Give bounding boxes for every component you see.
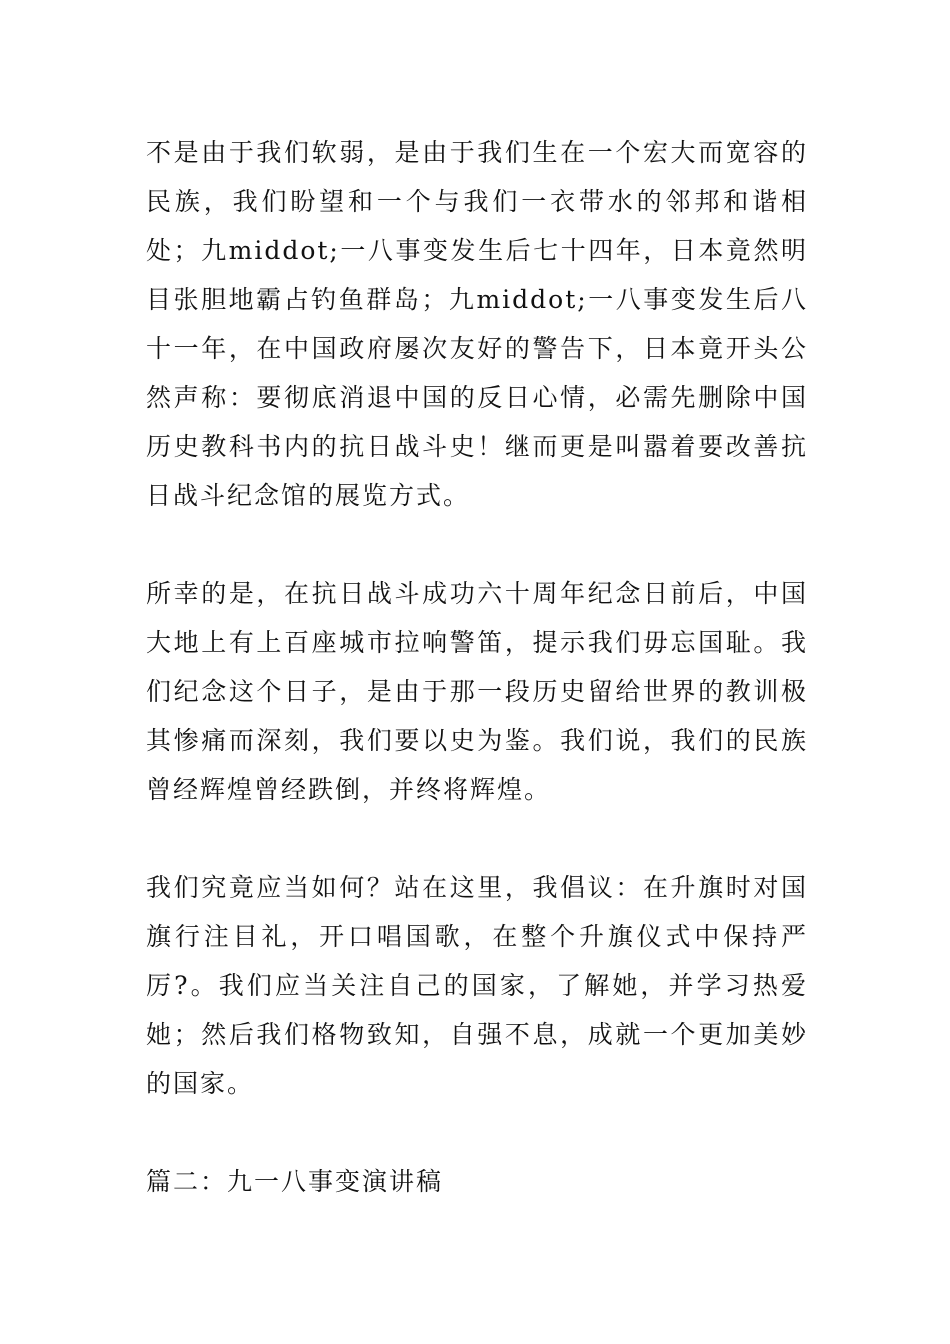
section-heading: 篇二：九一八事变演讲稿 (146, 1167, 444, 1196)
paragraph-2: 所幸的是，在抗日战斗成功六十周年纪念日前后，中国大地上有上百座城市拉响警笛，提示我们毋忘国耻。我们纪念这个日子，是由于那一段历史留给世界的教训极其惨痛而深刻，我们要以史为鉴。我们说，我们的民族曾经辉煌曾经跌倒，并终将辉煌。 (146, 579, 808, 804)
paragraph-3: 我们究竟应当如何？站在这里，我倡议：在升旗时对国旗行注目礼，开口唱国歌，在整个升旗仪式中保持严厉?。我们应当关注自己的国家，了解她，并学习热爱她；然后我们格物致知，自强不息，成就一个更加美妙的国家。 (146, 873, 808, 1098)
document-body (146, 128, 808, 1206)
paragraph-1: 不是由于我们软弱，是由于我们生在一个宏大而宽容的民族，我们盼望和一个与我们一衣带水的邻邦和谐相处；九middot;一八事变发生后七十四年，日本竟然明目张胆地霸占钓鱼群岛；九middot;一八事变发生后八十一年，在中国政府屡次友好的警告下，日本竟开头公然声称：要彻底消退中国的反日心情，必需先删除中国历史教科书内的抗日战斗史！继而更是叫嚣着要改善抗日战斗纪念馆的展览方式。 (146, 138, 808, 510)
